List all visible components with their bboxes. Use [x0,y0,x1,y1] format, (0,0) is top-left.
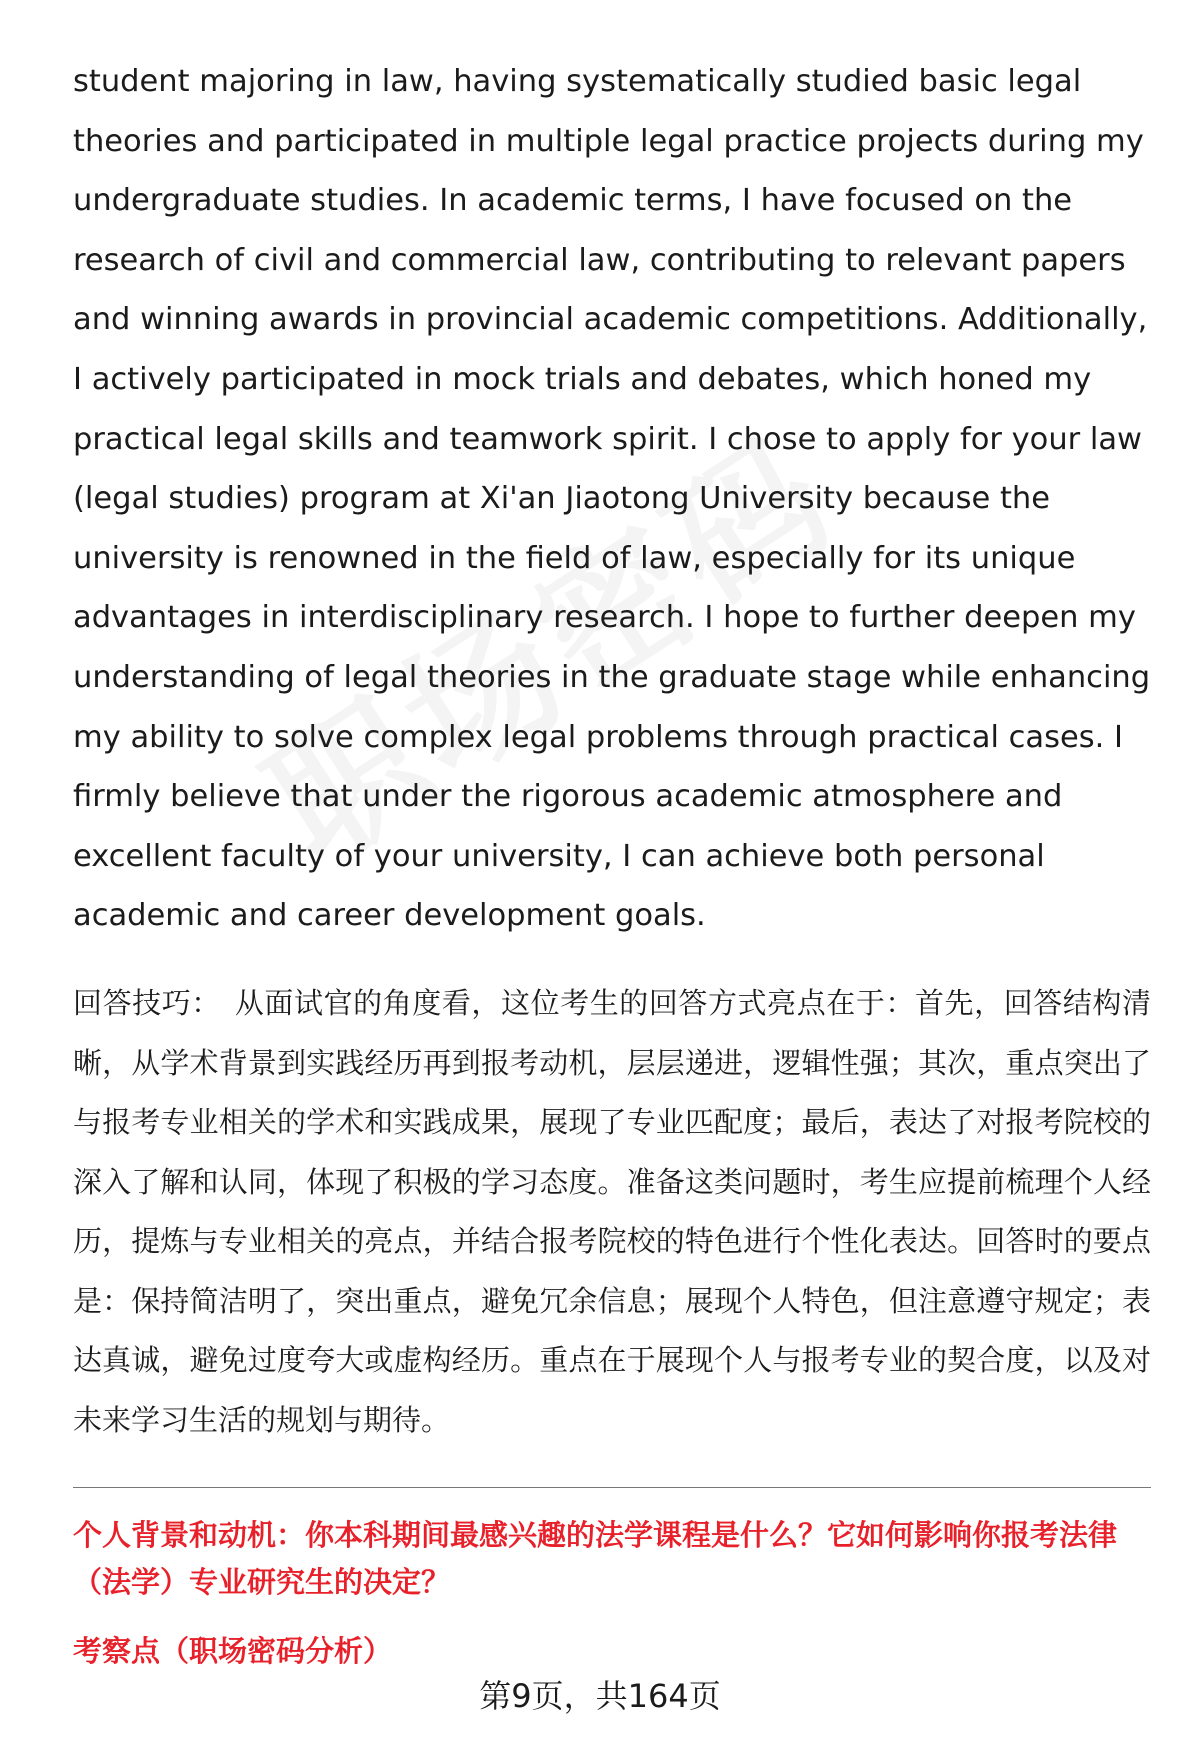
page-indicator: 第9页，共164页 [479,1677,721,1715]
answer-paragraph: student majoring in law, having systematically studied basic legal theories and participated in multiple legal practice projects during my undergraduate studies. In academic terms, I have focused on the research of civil and commercial law, contributing to relevant papers and winning awards in provincial academic competitions. Additionally, I actively participated in mock trials and debates, which honed my practical legal skills and teamwork spirit. I chose to apply for your law (legal studies) program at Xi'an Jiaotong University because the university is renowned in the field of law, especially for its unique advantages in interdisciplinary research. I hope to further deepen my understanding of legal theories in the graduate stage while enhancing my ability to solve complex legal problems through practical cases. I firmly believe that under the rigorous academic atmosphere and excellent faculty of your university, I can achieve both personal academic and career development goals. [73,64,1151,934]
answer-tips-paragraph [73,974,1151,1451]
question-heading: 个人背景和动机：你本科期间最感兴趣的法学课程是什么？它如何影响你报考法律（法学）专业研究生的决定？ [73,1517,1118,1599]
page-footer [0,1672,1200,1720]
section-divider [73,1487,1151,1488]
page-content [73,52,1151,1675]
tips-text: 从面试官的角度看，这位考生的回答方式亮点在于：首先，回答结构清晰，从学术背景到实践经历再到报考动机，层层递进，逻辑性强；其次，重点突出了与报考专业相关的学术和实践成果，展现了专业匹配度；最后，表达了对报考院校的深入了解和认同，体现了积极的学习态度。准备这类问题时，考生应提前梳理个人经历，提炼与专业相关的亮点，并结合报考院校的特色进行个性化表达。回答时的要点是：保持简洁明了，突出重点，避免冗余信息；展现个人特色，但注意遵守规定；表达真诚，避免过度夸大或虚构经历。重点在于展现个人与报考专业的契合度，以及对未来学习生活的规划与期待。 [73,985,1151,1438]
analysis-heading: 考察点（职场密码分析） [73,1633,393,1668]
tips-label: 回答技巧： [73,985,221,1020]
